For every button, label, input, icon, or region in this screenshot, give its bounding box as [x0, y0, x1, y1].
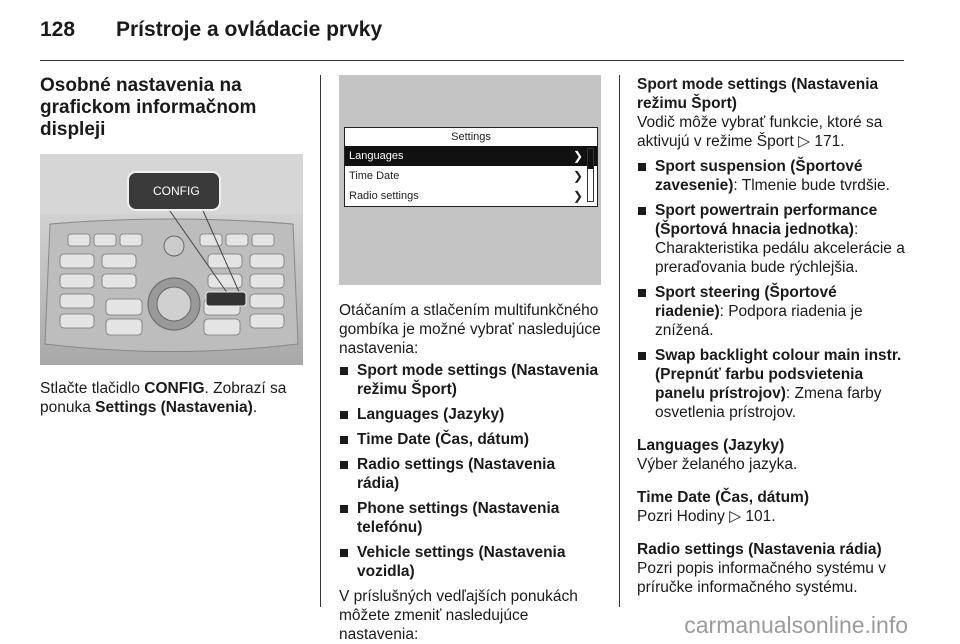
list-item: Swap backlight colour main instr. (Prepnúť farbu podsvietenia panelu prístrojov): Zmena farby osvetlenia prístrojov. [637, 346, 907, 422]
column-3 [637, 75, 907, 597]
list-item: Time Date (Čas, dátum) [339, 430, 601, 449]
scrollbar [587, 148, 594, 202]
column-divider-1 [320, 75, 321, 607]
page-ref-icon: ▷ [729, 508, 742, 525]
outro-text: V príslušných vedľajších ponukách môžete zmeniť nasledujúce nastavenia: [339, 588, 578, 643]
page-title: Prístroje a ovládacie prvky [116, 18, 383, 41]
languages-heading: Languages (Jazyky) [637, 437, 785, 454]
settings-menu [344, 127, 598, 207]
page-header [40, 18, 382, 42]
list-item: Sport mode settings (Nastavenia režimu Šport) [339, 361, 601, 399]
menu-item-radio-settings: Radio settings ❯ [345, 186, 597, 206]
chevron-right-icon: ❯ [572, 189, 583, 203]
list-item: Radio settings (Nastavenia rádia) [339, 455, 601, 493]
radio-settings-text: Pozri popis informačného systému v príručke informačného systému. [637, 560, 886, 596]
languages-text: Výber želaného jazyka. [637, 456, 798, 473]
chevron-right-icon: ❯ [572, 149, 583, 163]
menu-item-time-date: Time Date ❯ [345, 166, 597, 186]
header-rule [40, 60, 904, 61]
config-label: CONFIG [153, 184, 200, 198]
list-item: Languages (Jazyky) [339, 405, 601, 424]
watermark: carmanualsonline.info [684, 612, 908, 638]
config-caption: Stlačte tlačidlo CONFIG. Zobrazí sa ponuka Settings (Nastavenia). [40, 380, 287, 416]
menu-title: Settings [451, 131, 491, 143]
list-item: Sport suspension (Športové zavesenie): Tlmenie bude tvrdšie. [637, 157, 907, 195]
column-divider-2 [619, 75, 620, 607]
list-item: Phone settings (Nastavenia telefónu) [339, 499, 601, 537]
menu-item-languages: Languages ❯ [345, 146, 597, 166]
page-ref-icon: ▷ [798, 133, 811, 150]
settings-list [339, 361, 601, 581]
list-item: Sport powertrain performance (Športová hnacia jednotka): Charakteristika pedálu akcelerácie a preraďovania bude rýchlejšia. [637, 201, 907, 277]
time-date-heading: Time Date (Čas, dátum) [637, 489, 809, 506]
sport-text: Vodič môže vybrať funkcie, ktoré sa aktivujú v režime Šport ▷ 171. [637, 114, 883, 150]
column-2 [339, 75, 601, 644]
sport-list [637, 157, 907, 422]
page-number: 128 [40, 18, 76, 41]
sport-heading: Sport mode settings (Nastavenia režimu Šport) [637, 76, 879, 112]
time-date-text: Pozri Hodiny ▷ 101. [637, 508, 776, 525]
chevron-right-icon: ❯ [572, 169, 583, 183]
column-1 [40, 75, 305, 417]
section-heading: Osobné nastavenia na grafickom informačnom displeji [40, 75, 257, 140]
list-item: Sport steering (Športové riadenie): Podpora riadenia je znížená. [637, 283, 907, 340]
intro-text: Otáčaním a stlačením multifunkčného gombíka je možné vybrať nasledujúce nastavenia: [339, 302, 601, 357]
settings-display-image [339, 75, 601, 285]
radio-settings-heading: Radio settings (Nastavenia rádia) [637, 541, 882, 558]
list-item: Vehicle settings (Nastavenia vozidla) [339, 543, 601, 581]
config-panel-photo [40, 154, 303, 365]
